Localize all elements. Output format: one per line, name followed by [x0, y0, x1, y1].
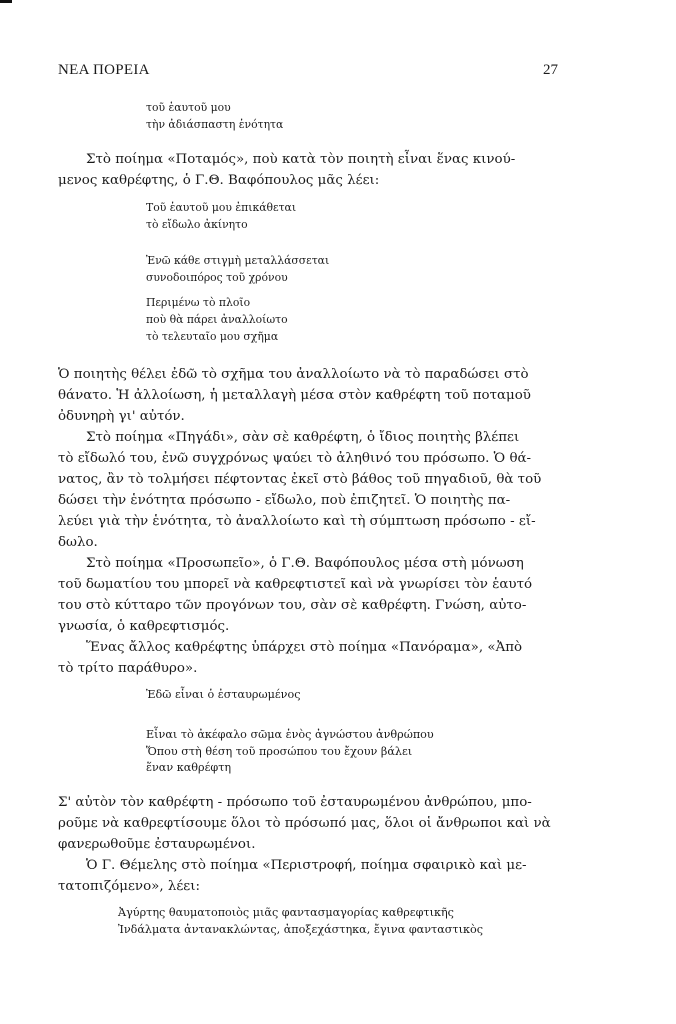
text-line: δώσει τὴν ἑνότητα πρόσωπο - εἴδωλο, ποὺ ἐπιζητεῖ. Ὁ ποιητὴς πα- — [58, 493, 511, 508]
running-header — [58, 58, 558, 80]
text-line: Ὁ Γ. Θέμελης στὸ ποίημα «Περιστροφή, ποίημα σφαιρικὸ καὶ με- — [86, 858, 527, 873]
verse-line: Ἀγύρτης θαυματοποιὸς μιᾶς φαντασμαγορίας καθρεφτικῆς — [118, 906, 454, 919]
verse-line: συνοδοιπόρος τοῦ χρόνου — [146, 271, 288, 284]
text-line: τοῦ δωματίου του μπορεῖ νὰ καθρεφτιστεῖ καὶ νὰ γνωρίσει τὸν ἑαυτό — [58, 577, 533, 592]
verse-line: τοῦ ἑαυτοῦ μου — [146, 101, 231, 114]
verse-block — [146, 294, 558, 345]
verse-line: Ἰνδάλματα ἀντανακλώντας, ἀποξεχάστηκα, ἔγινα φανταστικὸς — [118, 922, 483, 936]
paragraph — [58, 149, 558, 191]
text-line: τατοπιζόμενο», λέει: — [58, 879, 200, 894]
paragraph — [58, 364, 558, 427]
verse-block — [146, 252, 558, 286]
text-line: ροῦμε νὰ καθρεφτίσουμε ὅλοι τὸ πρόσωπό μας, ὅλοι οἱ ἄνθρωποι καὶ νὰ — [58, 816, 551, 831]
text-line: Στὸ ποίημα «Προσωπεῖο», ὁ Γ.Θ. Βαφόπουλος μέσα στὴ μόνωση — [86, 556, 524, 571]
verse-block — [146, 99, 558, 133]
text-line: δωλο. — [58, 535, 98, 550]
scan-corner-mark — [0, 0, 12, 3]
paragraph — [58, 427, 558, 553]
text-line: γνωσία, ὁ καθρεφτισμός. — [58, 619, 230, 634]
paragraph — [58, 792, 558, 855]
text-line: Ἕνας ἄλλος καθρέφτης ὑπάρχει στὸ ποίημα «Πανόραμα», «Ἀπὸ — [86, 640, 523, 655]
text-line: θάνατο. Ἡ ἀλλοίωση, ἡ μεταλλαγὴ μέσα στὸν καθρέφτη τοῦ ποταμοῦ — [58, 388, 531, 403]
text-line: λεύει γιὰ τὴν ἑνότητα, τὸ ἀναλλοίωτο καὶ τὴ σύμπτωση πρόσωπο - εἴ- — [58, 514, 536, 529]
verse-line: Περιμένω τὸ πλοῖο — [146, 296, 251, 309]
text-line: νατος, ἂν τὸ τολμήσει πέφτοντας ἐκεῖ στὸ βάθος τοῦ πηγαδιοῦ, θὰ τοῦ — [58, 472, 542, 487]
text-line: Ὁ ποιητὴς θέλει ἐδῶ τὸ σχῆμα του ἀναλλοίωτο νὰ τὸ παραδώσει στὸ — [58, 367, 529, 382]
page-number: 27 — [543, 62, 558, 78]
verse-line: Εἶναι τὸ ἀκέφαλο σῶμα ἑνὸς ἀγνώστου ἀνθρώπου — [146, 728, 434, 741]
text-line: του στὸ κύτταρο τῶν προγόνων του, σὰν σὲ καθρέφτη. Γνώση, αὐτο- — [58, 598, 527, 613]
text-line: ὀδυνηρὴ γι' αὐτόν. — [58, 409, 185, 424]
text-line: τὸ τρίτο παράθυρο». — [58, 661, 198, 676]
verse-line: τὴν ἀδιάσπαστη ἑνότητα — [146, 118, 284, 131]
text-line: μενος καθρέφτης, ὁ Γ.Θ. Βαφόπουλος μᾶς λέει: — [58, 173, 380, 188]
verse-block — [146, 199, 558, 233]
text-line: Στὸ ποίημα «Ποταμός», ποὺ κατὰ τὸν ποιητὴ εἶναι ἕνας κινού- — [86, 152, 516, 167]
text-line: Στὸ ποίημα «Πηγάδι», σὰν σὲ καθρέφτη, ὁ ἴδιος ποιητὴς βλέπει — [86, 430, 520, 445]
verse-block — [146, 687, 558, 704]
text-line: τὸ εἴδωλό του, ἐνῶ συγχρόνως ψαύει τὸ ἀληθινό του πρόσωπο. Ὁ θά- — [58, 451, 532, 466]
verse-line: Ἐνῶ κάθε στιγμὴ μεταλλάσσεται — [146, 254, 330, 267]
verse-block — [118, 905, 558, 938]
paragraph — [58, 855, 558, 897]
verse-line: τὸ εἴδωλο ἀκίνητο — [146, 218, 248, 231]
verse-line: Ὅπου στὴ θέση τοῦ προσώπου του ἔχουν βάλει — [146, 744, 413, 758]
paragraph — [58, 637, 558, 679]
journal-title: ΝΕΑ ΠΟΡΕΙΑ — [58, 62, 150, 78]
verse-line: Τοῦ ἑαυτοῦ μου ἐπικάθεται — [146, 201, 297, 214]
text-line: Σ' αὐτὸν τὸν καθρέφτη - πρόσωπο τοῦ ἐσταυρωμένου ἀνθρώπου, μπο- — [58, 795, 532, 810]
verse-block — [146, 727, 558, 777]
verse-line: τὸ τελευταῖο μου σχῆμα — [146, 330, 279, 343]
text-line: φανερωθοῦμε ἐσταυρωμένοι. — [58, 837, 256, 852]
paragraph — [58, 553, 558, 637]
verse-line: ἕναν καθρέφτη — [146, 761, 232, 774]
verse-line: ποὺ θὰ πάρει ἀναλλοίωτο — [146, 313, 288, 326]
verse-line: Ἐδῶ εἶναι ὁ ἐσταυρωμένος — [146, 688, 301, 701]
